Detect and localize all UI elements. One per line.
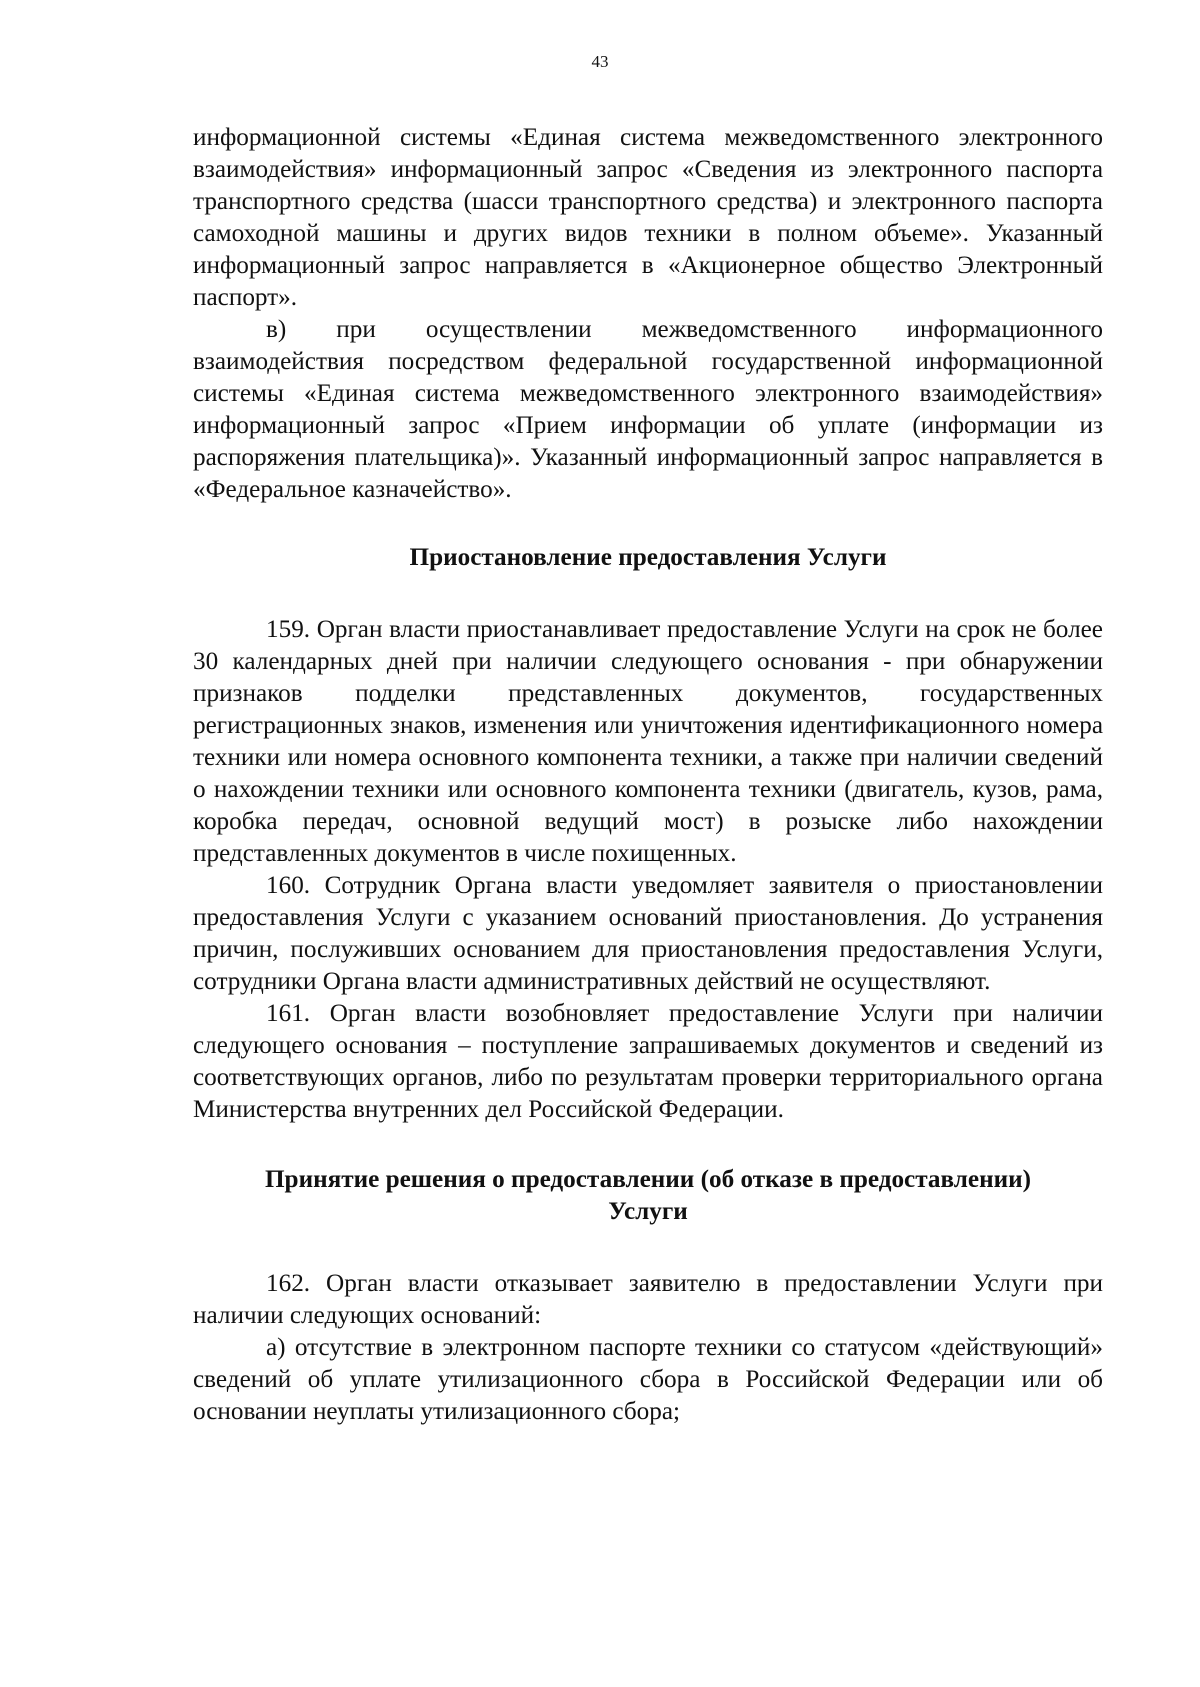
section-heading-suspension: Приостановление предоставления Услуги [409,544,887,571]
page-number: 43 [591,52,609,71]
paragraph-item-v: в) при осуществлении межведомственного информационного взаимодействия посредством федеральной государственной информационной системы «Единая система межведомственного электронного взаимодействия» информационный запрос «Прием информации об уплате (информации из распоряжения плательщика)». Указанный информационный запрос направляется в «Федеральное казначейство». [193,316,1103,503]
document-body [193,122,1103,1428]
paragraph-161: 161. Орган власти возобновляет предоставление Услуги при наличии следующего основания – поступление запрашиваемых документов и сведений из соответствующих органов, либо по результатам проверки территориального органа Министерства внутренних дел Российской Федерации. [193,1000,1103,1123]
paragraph-162-item-a: а) отсутствие в электронном паспорте техники со статусом «действующий» сведений об уплате утилизационного сбора в Российской Федерации или об основании неуплаты утилизационного сбора; [193,1334,1103,1425]
section-heading-decision-line1: Принятие решения о предоставлении (об отказе в предоставлении) [264,1166,1032,1193]
section-heading-decision-line2: Услуги [608,1198,688,1225]
paragraph-160: 160. Сотрудник Органа власти уведомляет заявителя о приостановлении предоставления Услуги с указанием оснований приостановления. До устранения причин, послуживших основанием для приостановления предоставления Услуги, сотрудники Органа власти административных действий не осуществляют. [193,872,1103,995]
section-heading-decision [193,1164,1103,1228]
paragraph-continuation: информационной системы «Единая система межведомственного электронного взаимодействия» информационный запрос «Сведения из электронного паспорта транспортного средства (шасси транспортного средства) и электронного паспорта самоходной машины и других видов техники в полном объеме». Указанный информационный запрос направляется в «Акционерное общество Электронный паспорт». [193,124,1103,311]
paragraph-159: 159. Орган власти приостанавливает предоставление Услуги на срок не более 30 календарных дней при наличии следующего основания - при обнаружении признаков подделки представленных документов, государственных регистрационных знаков, изменения или уничтожения идентификационного номера техники или номера основного компонента техники, а также при наличии сведений о нахождении техники или основного компонента техники (двигатель, кузов, рама, коробка передач, основной ведущий мост) в розыске либо нахождении представленных документов в числе похищенных. [193,616,1103,867]
paragraph-162: 162. Орган власти отказывает заявителю в предоставлении Услуги при наличии следующих оснований: [193,1270,1103,1329]
